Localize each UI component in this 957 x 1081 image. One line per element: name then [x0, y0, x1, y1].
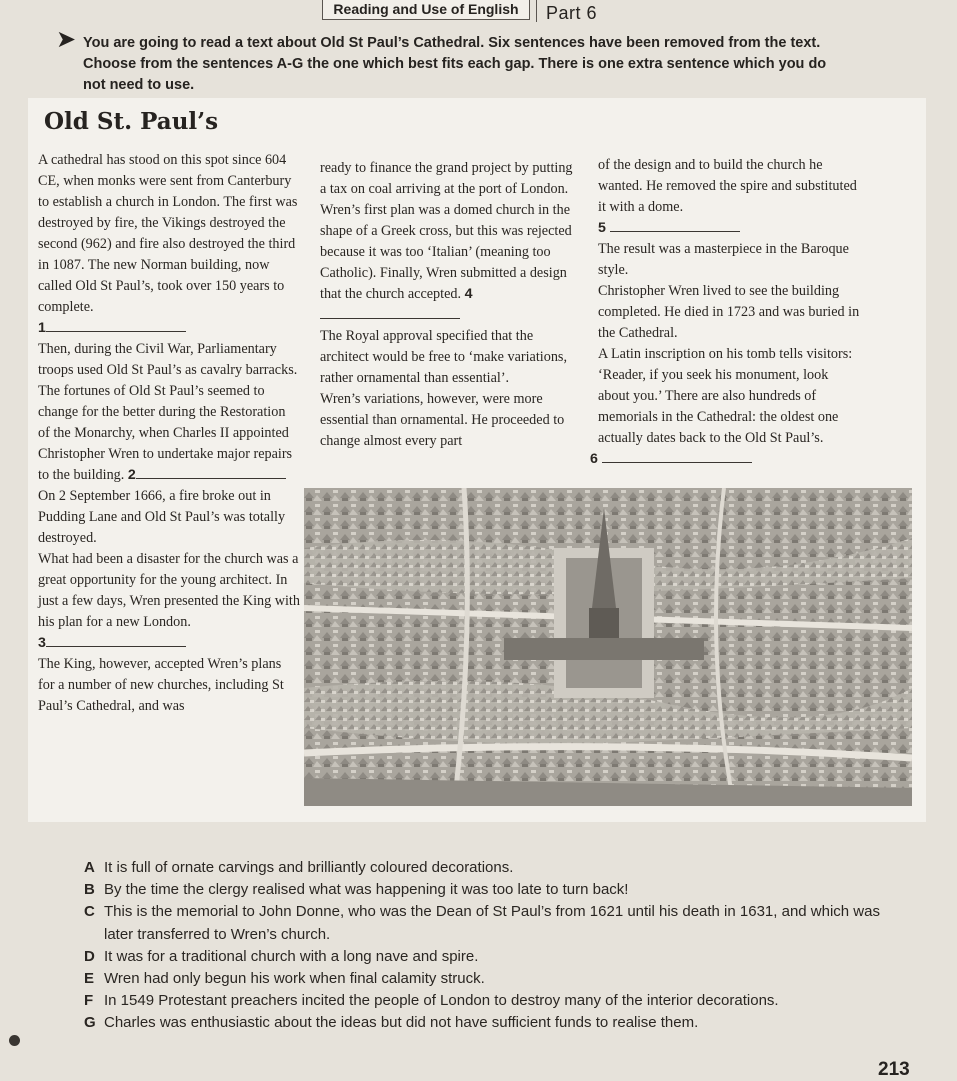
paragraph: A Latin inscription on his tomb tells visitors: ‘Reader, if you seek his monument, look about you.’ There are also hundreds of memorials in the Cathedral: the oldest one actually dates back to the Old St Paul’s.	[598, 346, 853, 446]
option-letter: A	[84, 859, 95, 876]
article-column-2	[320, 158, 582, 452]
gap-blank	[46, 319, 186, 332]
answer-options	[84, 857, 904, 1035]
option-letter: B	[84, 881, 95, 899]
option-letter: F	[84, 992, 94, 1010]
option-e[interactable]	[84, 968, 904, 990]
article-column-1	[38, 150, 300, 717]
paragraph: The fortunes of Old St Paul’s seemed to change for the better during the Restoration of the Monarchy, when Charles II appointed Christopher Wren to undertake major repairs to the building.	[38, 383, 293, 483]
gap-1[interactable]	[38, 318, 300, 339]
option-text: It was for a traditional church with a long nave and spire.	[104, 947, 479, 965]
old-london-map-image	[304, 488, 912, 806]
option-f[interactable]	[84, 990, 904, 1012]
paragraph: On 2 September 1666, a fire broke out in Pudding Lane and Old St Paul’s was totally destroyed.	[38, 488, 286, 546]
gap-number: 2	[127, 467, 136, 483]
gap-3[interactable]	[38, 633, 300, 654]
option-letter: G	[84, 1014, 96, 1032]
option-letter: D	[84, 947, 95, 965]
page-number: 213	[878, 1059, 910, 1080]
option-text: Wren had only begun his work when final calamity struck.	[104, 970, 485, 988]
map-illustration	[304, 488, 912, 806]
option-b[interactable]	[84, 879, 904, 901]
part-label: Part 6	[546, 3, 598, 23]
option-text: This is the memorial to John Donne, who was the Dean of St Paul’s from 1621 until his death in 1631, and which was later transferred to Wren’s church.	[104, 903, 880, 943]
option-a[interactable]	[84, 857, 904, 879]
paragraph: Wren’s variations, however, were more essential than ornamental. He proceeded to change almost every part	[320, 391, 565, 449]
option-letter: C	[84, 903, 95, 921]
gap-5[interactable]	[598, 218, 860, 239]
task-arrow-icon: ➤	[56, 26, 77, 53]
page-bullet	[9, 1035, 20, 1046]
option-letter: E	[84, 970, 95, 988]
option-g[interactable]	[84, 1012, 904, 1034]
option-c[interactable]	[84, 901, 904, 945]
option-text: It is full of ornate carvings and brilliantly coloured decorations.	[104, 859, 514, 876]
gap-blank	[602, 450, 752, 463]
paragraph: The result was a masterpiece in the Baroque style.	[598, 241, 849, 278]
option-d[interactable]	[84, 946, 904, 968]
paragraph: A cathedral has stood on this spot since 604 CE, when monks were sent from Canterbury to establish a church in London. The first was destroyed by fire, the Vikings destroyed the second (962) and fire also destroyed the third in 1087. The new Norman building, now called Old St Paul’s, took over 150 years to complete.	[38, 152, 298, 315]
gap-6[interactable]	[590, 449, 860, 470]
option-text: Charles was enthusiastic about the ideas but did not have sufficient funds to realise them.	[104, 1014, 699, 1032]
gap-blank	[136, 466, 286, 479]
paragraph: What had been a disaster for the church was a great opportunity for the young architect. In just a few days, Wren presented the King with his plan for a new London.	[38, 551, 300, 630]
gap-blank	[610, 219, 740, 232]
gap-number: 1	[38, 320, 46, 336]
paragraph: Wren’s first plan was a domed church in the shape of a Greek cross, but this was rejected because it was too ‘Italian’ (meaning too Catholic). Finally, Wren submitted a design that the church accepted.	[320, 202, 572, 302]
paragraph: of the design and to build the church he wanted. He removed the spire and substituted it with a dome.	[598, 157, 857, 215]
section-label: Reading and Use of English	[322, 0, 530, 20]
gap-2[interactable]	[128, 467, 286, 483]
gap-blank	[320, 306, 460, 319]
gap-number: 5	[598, 220, 606, 236]
header-divider	[536, 0, 537, 22]
article-title: Old St. Paul’s	[44, 108, 219, 135]
gap-number: 4	[464, 286, 473, 302]
gap-blank	[46, 634, 186, 647]
gap-number: 3	[38, 635, 46, 651]
option-text: By the time the clergy realised what was happening it was too late to turn back!	[104, 881, 629, 899]
paragraph: Christopher Wren lived to see the building completed. He died in 1723 and was buried in the Cathedral.	[598, 283, 860, 341]
task-instructions: You are going to read a text about Old St Paul’s Cathedral. Six sentences have been removed from the text. Choose from the sentences A-G the one which best fits each gap. There is one extra sentence which you do not need to use.	[83, 35, 827, 93]
paragraph: The Royal approval specified that the architect would be free to ‘make variations, rather ornamental than essential’.	[320, 328, 567, 386]
paragraph: Then, during the Civil War, Parliamentary troops used Old St Paul’s as cavalry barracks.	[38, 341, 298, 378]
gap-number: 6	[590, 451, 598, 467]
article-column-3	[590, 155, 860, 470]
paragraph: ready to finance the grand project by putting a tax on coal arriving at the port of London.	[320, 160, 573, 197]
option-text: In 1549 Protestant preachers incited the people of London to destroy many of the interior decorations.	[104, 992, 779, 1010]
paragraph: The King, however, accepted Wren’s plans for a number of new churches, including St Paul’s Cathedral, and was	[38, 656, 284, 714]
